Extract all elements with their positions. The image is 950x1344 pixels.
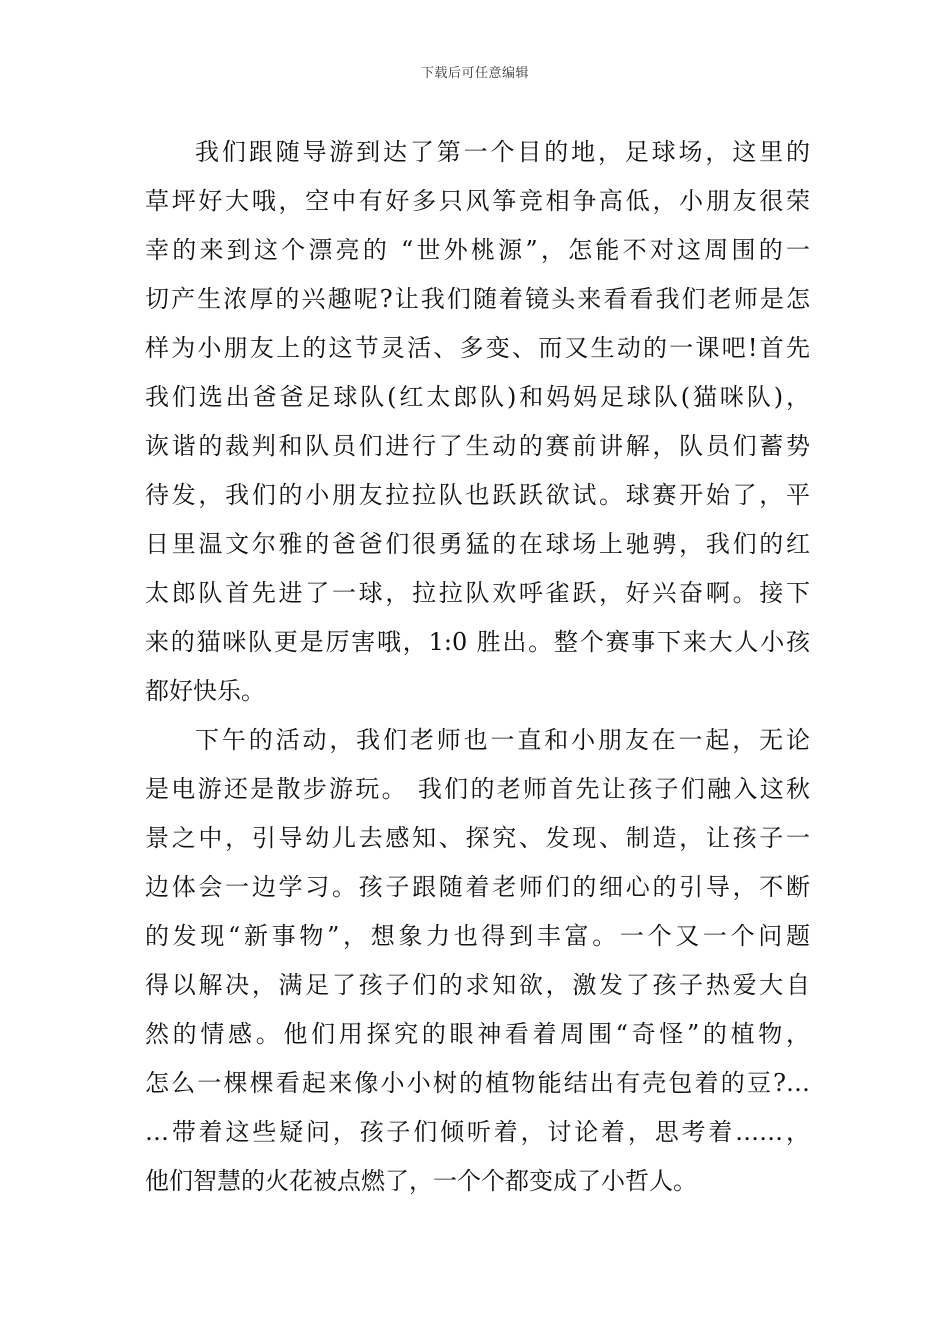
paragraph-line: …带着这些疑问，孩子们倾听着，讨论着，思考着……， xyxy=(145,1118,810,1146)
paragraph-line: 得以解决，满足了孩子们的求知欲，激发了孩子热爱大自 xyxy=(145,971,810,999)
paragraph-line: 太郎队首先进了一球，拉拉队欢呼雀跃，好兴奋啊。接下 xyxy=(145,579,810,607)
body-text xyxy=(145,128,810,1206)
paragraph-line: 我们选出爸爸足球队(红太郎队)和妈妈足球队(猫咪队)， xyxy=(145,383,810,411)
header-note: 下载后可任意编辑 xyxy=(420,66,529,81)
paragraph-line: 然的情感。他们用探究的眼神看着周围“奇怪”的植物， xyxy=(145,1020,810,1048)
paragraph-line: 是电游还是散步游玩。 我们的老师首先让孩子们融入这秋 xyxy=(145,775,810,803)
paragraph-line: 我们跟随导游到达了第一个目的地，足球场，这里的 xyxy=(195,138,810,166)
paragraph-line: 幸的来到这个漂亮的 “世外桃源”，怎能不对这周围的一 xyxy=(145,236,810,264)
paragraph-line: 切产生浓厚的兴趣呢?让我们随着镜头来看看我们老师是怎 xyxy=(145,285,810,313)
paragraph-line: 草坪好大哦，空中有好多只风筝竞相争高低，小朋友很荣 xyxy=(145,187,810,215)
paragraph-line: 来的猫咪队更是厉害哦，1:0 胜出。整个赛事下来大人小孩 xyxy=(145,628,810,656)
paragraph-line: 他们智慧的火花被点燃了，一个个都变成了小哲人。 xyxy=(145,1167,697,1195)
paragraph-2 xyxy=(145,716,810,1206)
paragraph-1 xyxy=(145,128,810,716)
paragraph-line: 怎么一棵棵看起来像小小树的植物能结出有壳包着的豆?… xyxy=(145,1069,810,1097)
paragraph-line: 诙谐的裁判和队员们进行了生动的赛前讲解，队员们蓄势 xyxy=(145,432,810,460)
paragraph-line: 的发现“新事物”，想象力也得到丰富。一个又一个问题 xyxy=(145,922,810,950)
paragraph-line: 样为小朋友上的这节灵活、多变、而又生动的一课吧!首先 xyxy=(145,334,810,362)
paragraph-line: 都好快乐。 xyxy=(145,677,265,705)
paragraph-line: 边体会一边学习。孩子跟随着老师们的细心的引导，不断 xyxy=(145,873,810,901)
paragraph-line: 待发，我们的小朋友拉拉队也跃跃欲试。球赛开始了，平 xyxy=(145,481,810,509)
paragraph-line: 下午的活动，我们老师也一直和小朋友在一起，无论 xyxy=(195,726,810,754)
paragraph-line: 日里温文尔雅的爸爸们很勇猛的在球场上驰骋，我们的红 xyxy=(145,530,810,558)
paragraph-line: 景之中，引导幼儿去感知、探究、发现、制造，让孩子一 xyxy=(145,824,810,852)
